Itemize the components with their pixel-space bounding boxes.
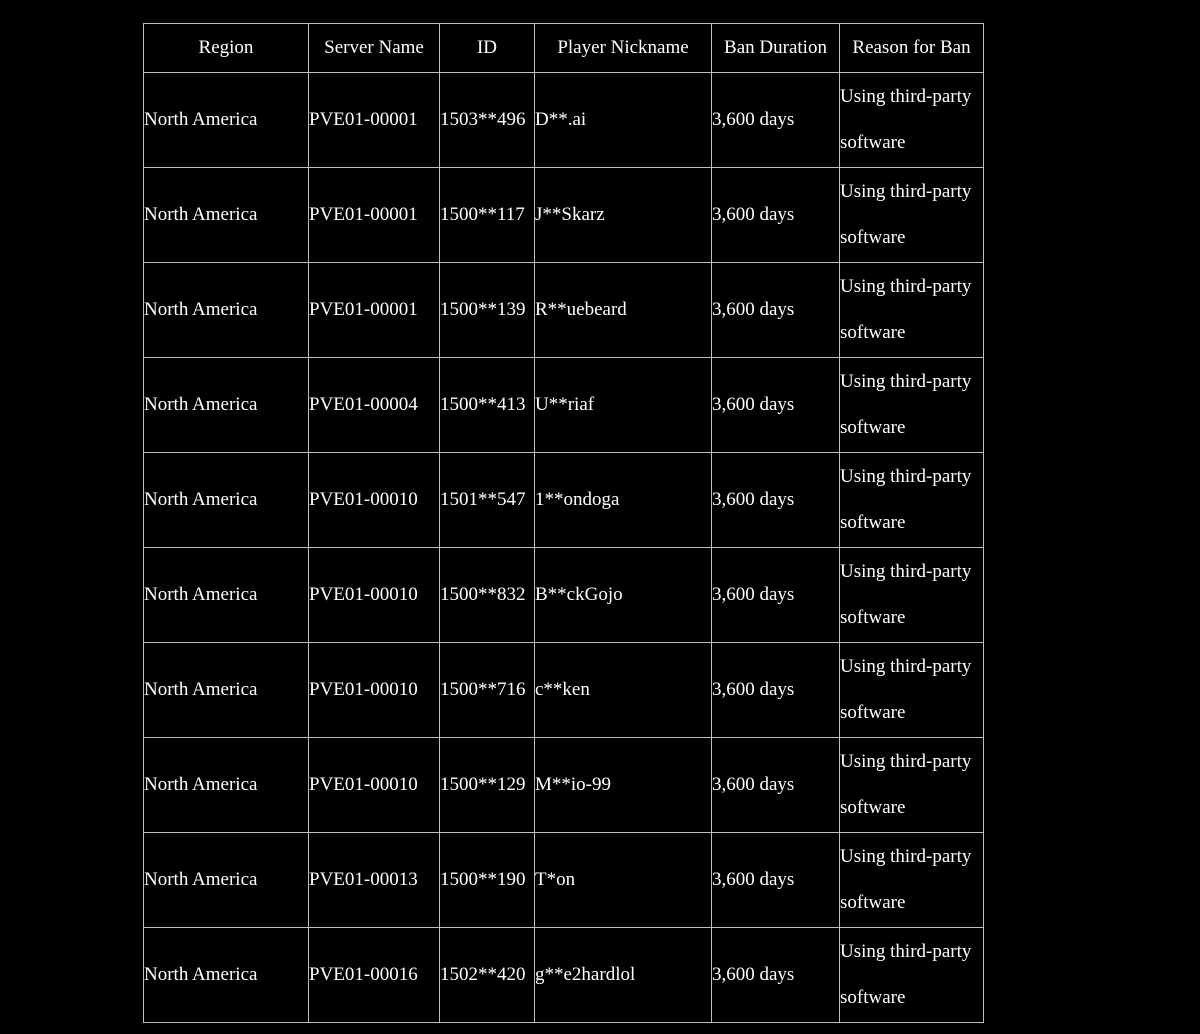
cell-region: North America: [144, 548, 309, 643]
cell-player-nickname: 1**ondoga: [535, 453, 712, 548]
cell-reason-for-ban: Using third-party software: [840, 643, 984, 738]
cell-id: 1500**129: [440, 738, 535, 833]
cell-region: North America: [144, 358, 309, 453]
cell-reason-for-ban: Using third-party software: [840, 358, 984, 453]
cell-ban-duration: 3,600 days: [712, 358, 840, 453]
cell-server-name: PVE01-00010: [309, 453, 440, 548]
cell-player-nickname: R**uebeard: [535, 263, 712, 358]
table-row: [144, 73, 984, 168]
cell-reason-for-ban: Using third-party software: [840, 73, 984, 168]
cell-server-name: PVE01-00001: [309, 73, 440, 168]
cell-player-nickname: J**Skarz: [535, 168, 712, 263]
header-reason-for-ban: Reason for Ban: [840, 24, 984, 73]
cell-player-nickname: D**.ai: [535, 73, 712, 168]
cell-ban-duration: 3,600 days: [712, 263, 840, 358]
cell-region: North America: [144, 738, 309, 833]
cell-reason-for-ban: Using third-party software: [840, 738, 984, 833]
cell-server-name: PVE01-00010: [309, 738, 440, 833]
table-row: [144, 168, 984, 263]
cell-ban-duration: 3,600 days: [712, 833, 840, 928]
header-region: Region: [144, 24, 309, 73]
table-body: [144, 73, 984, 1023]
cell-id: 1500**190: [440, 833, 535, 928]
cell-reason-for-ban: Using third-party software: [840, 928, 984, 1023]
cell-id: 1503**496: [440, 73, 535, 168]
table-header-row: [144, 24, 984, 73]
cell-id: 1500**139: [440, 263, 535, 358]
header-player-nickname: Player Nickname: [535, 24, 712, 73]
cell-reason-for-ban: Using third-party software: [840, 548, 984, 643]
cell-region: North America: [144, 453, 309, 548]
cell-player-nickname: B**ckGojo: [535, 548, 712, 643]
cell-region: North America: [144, 928, 309, 1023]
cell-ban-duration: 3,600 days: [712, 928, 840, 1023]
cell-player-nickname: M**io-99: [535, 738, 712, 833]
cell-server-name: PVE01-00013: [309, 833, 440, 928]
table-row: [144, 738, 984, 833]
table-row: [144, 263, 984, 358]
ban-list-table: [143, 23, 984, 1023]
cell-region: North America: [144, 263, 309, 358]
cell-reason-for-ban: Using third-party software: [840, 263, 984, 358]
header-ban-duration: Ban Duration: [712, 24, 840, 73]
table-row: [144, 548, 984, 643]
cell-id: 1502**420: [440, 928, 535, 1023]
cell-player-nickname: g**e2hardlol: [535, 928, 712, 1023]
cell-ban-duration: 3,600 days: [712, 453, 840, 548]
cell-reason-for-ban: Using third-party software: [840, 833, 984, 928]
cell-ban-duration: 3,600 days: [712, 548, 840, 643]
cell-region: North America: [144, 168, 309, 263]
cell-server-name: PVE01-00001: [309, 263, 440, 358]
table-row: [144, 833, 984, 928]
cell-id: 1500**117: [440, 168, 535, 263]
cell-ban-duration: 3,600 days: [712, 168, 840, 263]
table-row: [144, 643, 984, 738]
cell-id: 1500**716: [440, 643, 535, 738]
cell-server-name: PVE01-00010: [309, 548, 440, 643]
cell-ban-duration: 3,600 days: [712, 643, 840, 738]
header-server-name: Server Name: [309, 24, 440, 73]
table-row: [144, 928, 984, 1023]
cell-server-name: PVE01-00016: [309, 928, 440, 1023]
cell-region: North America: [144, 643, 309, 738]
table-row: [144, 358, 984, 453]
cell-server-name: PVE01-00010: [309, 643, 440, 738]
cell-player-nickname: T*on: [535, 833, 712, 928]
header-id: ID: [440, 24, 535, 73]
cell-id: 1500**832: [440, 548, 535, 643]
cell-player-nickname: c**ken: [535, 643, 712, 738]
cell-reason-for-ban: Using third-party software: [840, 453, 984, 548]
cell-region: North America: [144, 73, 309, 168]
cell-server-name: PVE01-00001: [309, 168, 440, 263]
cell-id: 1501**547: [440, 453, 535, 548]
cell-id: 1500**413: [440, 358, 535, 453]
cell-region: North America: [144, 833, 309, 928]
cell-server-name: PVE01-00004: [309, 358, 440, 453]
cell-ban-duration: 3,600 days: [712, 738, 840, 833]
table-row: [144, 453, 984, 548]
cell-player-nickname: U**riaf: [535, 358, 712, 453]
cell-reason-for-ban: Using third-party software: [840, 168, 984, 263]
cell-ban-duration: 3,600 days: [712, 73, 840, 168]
